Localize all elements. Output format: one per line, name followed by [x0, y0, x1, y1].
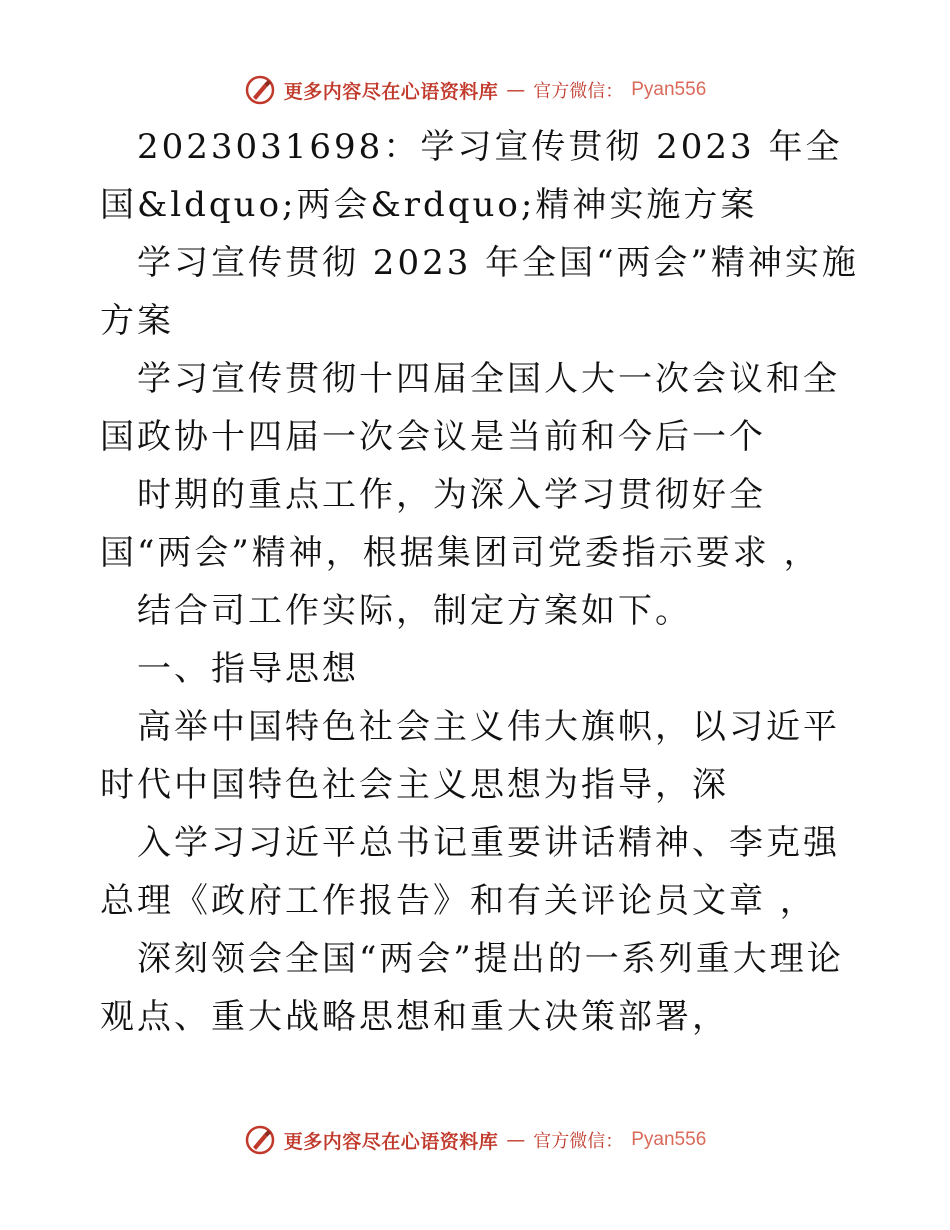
- footer-banner: [0, 1120, 950, 1160]
- wechat-label: 官方微信：: [533, 81, 624, 102]
- wechat-id: Pyan556: [631, 1129, 707, 1150]
- paragraph: 学习宣传贯彻十四届全国人大一次会议和全国政协十四届一次会议是当前和今后一个: [100, 359, 840, 457]
- pen-logo-icon: [244, 1124, 276, 1156]
- document-title-line: 2023031698：学习宣传贯彻 2023 年全国&ldquo;两会&rdquo;精神实施方案: [100, 127, 843, 225]
- document-heading: 学习宣传贯彻 2023 年全国“两会”精神实施方案: [100, 243, 859, 341]
- paragraph: 高举中国特色社会主义伟大旗帜，以习近平时代中国特色社会主义思想为指导，深: [100, 707, 840, 805]
- banner-dash: —: [506, 79, 526, 101]
- paragraph: 入学习习近平总书记重要讲话精神、李克强总理《政府工作报告》和有关评论员文章 ，: [100, 823, 840, 921]
- wechat-label: 官方微信：: [533, 1131, 624, 1152]
- banner-text: 更多内容尽在心语资料库: [283, 80, 499, 103]
- paragraph: 结合司工作实际，制定方案如下。: [137, 591, 692, 631]
- section-heading: 一、指导思想: [137, 649, 359, 689]
- paragraph: 深刻领会全国“两会”提出的一系列重大理论观点、重大战略思想和重大决策部署，: [100, 939, 844, 1037]
- wechat-id: Pyan556: [631, 79, 707, 100]
- paragraph: 时期的重点工作，为深入学习贯彻好全国“两会”精神，根据集团司党委指示要求 ，: [100, 475, 821, 573]
- pen-logo-icon: [244, 74, 276, 106]
- document-body: [100, 118, 860, 1046]
- banner-dash: —: [506, 1129, 526, 1151]
- header-banner: [0, 70, 950, 110]
- banner-text: 更多内容尽在心语资料库: [283, 1130, 499, 1153]
